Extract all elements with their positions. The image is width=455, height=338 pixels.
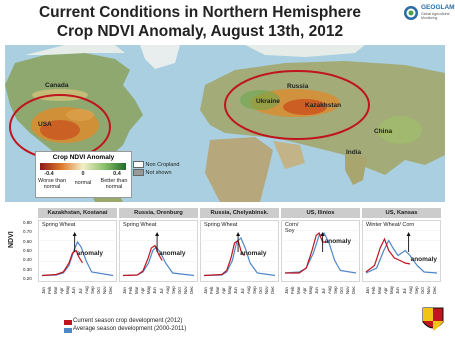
x-tick-month: Oct (95, 287, 101, 294)
y-tick-label: 0.80 (23, 220, 32, 225)
x-tick-month: Apr (383, 287, 389, 294)
x-tick-month: Oct (419, 287, 425, 294)
x-tick-month: Oct (257, 287, 263, 294)
anomaly-label: anomaly (324, 238, 351, 245)
x-tick-month: Dec (107, 286, 113, 294)
x-tick-month: Feb (209, 286, 215, 294)
legend-color-ramp (40, 163, 126, 170)
x-tick-month: Jul (77, 288, 83, 294)
x-tick-month: Jul (239, 288, 245, 294)
chart-y-label: NDVI (8, 231, 15, 248)
x-tick-month: Jul (158, 288, 164, 294)
x-tick-month: Dec (269, 286, 275, 294)
x-tick-month: May (65, 285, 71, 294)
x-tick-month: Apr (221, 287, 227, 294)
x-tick-month: Sep (251, 286, 257, 294)
y-tick-label: 0.70 (23, 229, 32, 235)
legend-title: Crop NDVI Anomaly (52, 154, 115, 161)
chart-crop-label: Spring Wheat (204, 222, 238, 228)
chart-panel-header: US, Ilinios (281, 208, 360, 218)
ndvi-chart-panels (38, 208, 444, 298)
x-tick-month: Jan (365, 287, 370, 294)
map-label-ukraine: Ukraine (256, 98, 280, 105)
x-tick-month: Dec (350, 286, 356, 294)
x-tick-month: Jul (320, 288, 326, 294)
map-label-china: China (374, 128, 393, 135)
map-label-canada: Canada (45, 82, 69, 89)
x-tick-month: Feb (290, 286, 296, 294)
x-tick-month: Sep (413, 286, 419, 294)
x-tick-month: Jan (203, 287, 208, 294)
y-tick-label: 0.20 (23, 276, 32, 281)
logo-name: GEOGLAM (421, 4, 455, 11)
x-tick-month: Sep (170, 286, 176, 294)
x-tick-month: Nov (344, 286, 350, 294)
x-tick-month: Aug (83, 286, 89, 294)
legend-mid-text: normal (74, 180, 92, 186)
x-tick-month: Mar (134, 286, 140, 294)
x-tick-month: Jun (314, 287, 320, 294)
y-tick-label: 0.30 (23, 266, 32, 272)
average-season-swatch (64, 328, 72, 333)
map-label-kazakhstan: Kazakhstan (305, 102, 342, 109)
x-tick-month: Dec (188, 286, 194, 294)
chart-panel-header: Russia, Orenburg (119, 208, 198, 218)
x-tick-month: Dec (431, 286, 437, 294)
x-tick-month: Apr (59, 287, 65, 294)
x-tick-month: Feb (371, 286, 377, 294)
map-label-usa: USA (38, 121, 52, 128)
page-title-line2: Crop NDVI Anomaly, August 13th, 2012 (56, 23, 344, 40)
x-tick-month: Nov (425, 286, 431, 294)
legend-low-value: -0.4 (44, 171, 54, 177)
x-tick-month: Mar (377, 286, 383, 294)
average-season-legend: Average season development (2000-2011) (73, 326, 187, 332)
x-tick-month: Aug (326, 286, 332, 294)
x-tick-month: Mar (296, 286, 302, 294)
anomaly-label: anomaly (76, 250, 104, 257)
chart-crop-label: Winter Wheat/ Corn (366, 222, 415, 228)
chart-crop-label: Spring Wheat (123, 222, 157, 228)
x-tick-month: Sep (89, 286, 95, 294)
legend-notshown: Not shown (133, 169, 172, 176)
x-tick-month: Apr (140, 287, 146, 294)
ndvi-chart (362, 220, 441, 282)
map-label-india: India (346, 149, 362, 156)
chart-crop-label: Spring Wheat (42, 222, 76, 228)
x-tick-month: Oct (338, 287, 344, 294)
x-tick-month: Jun (395, 287, 401, 294)
x-tick-month: Aug (407, 286, 413, 294)
map-label-russia: Russia (287, 83, 309, 90)
legend-noncropland: Non Cropland (133, 161, 179, 168)
anomaly-label: anomaly (240, 250, 267, 257)
x-tick-month: May (227, 285, 233, 294)
x-tick-month: Jun (152, 287, 158, 294)
x-tick-month: Nov (101, 286, 107, 294)
x-tick-month: Nov (182, 286, 188, 294)
x-tick-month: Jan (41, 287, 46, 294)
chart-crop-label: Corn/ Soy (285, 222, 299, 234)
x-tick-month: Feb (47, 286, 53, 294)
y-tick-label: 0.40 (23, 257, 32, 263)
logo-subtitle: Global Agricultural Monitoring (421, 12, 450, 20)
x-tick-month: Oct (176, 287, 182, 294)
current-season-swatch (64, 320, 72, 325)
x-tick-month: Jan (284, 287, 289, 294)
x-tick-month: Jan (122, 287, 127, 294)
x-tick-month: Sep (332, 286, 338, 294)
anomaly-label: anomaly (410, 256, 437, 263)
x-tick-month: May (308, 285, 314, 294)
x-tick-month: May (146, 285, 152, 294)
legend-mid-value: 0 (81, 171, 85, 177)
x-tick-month: Nov (263, 286, 269, 294)
map-legend (35, 151, 132, 198)
x-tick-month: Jul (401, 288, 407, 294)
legend-high-value: 0.4 (113, 171, 121, 177)
x-tick-month: Mar (53, 286, 59, 294)
x-tick-month: May (389, 285, 395, 294)
current-season-legend: Current season crop development (2012) (73, 318, 183, 324)
page-title-line1: Current Conditions in Northern Hemisphere (38, 4, 362, 21)
chart-panel-header: US, Kansas (362, 208, 441, 218)
anomaly-label: anomaly (159, 250, 186, 257)
chart-panel-header: Kazakhstan, Kostanai (38, 208, 117, 218)
y-tick-label: 0.50 (23, 248, 32, 253)
x-tick-month: Feb (128, 286, 134, 294)
x-tick-month: Jun (233, 287, 239, 294)
x-tick-month: Apr (302, 287, 308, 294)
chart-panel-header: Russia, Chelyabinsk. (200, 208, 279, 218)
y-tick-label: 0.60 (23, 238, 32, 244)
x-tick-month: Aug (164, 286, 170, 294)
x-tick-month: Aug (245, 286, 251, 294)
x-tick-month: Jun (71, 287, 77, 294)
university-seal (420, 306, 446, 334)
legend-high-text: Better than normal (100, 178, 128, 190)
legend-low-text: Worse than normal (37, 178, 67, 190)
x-tick-month: Mar (215, 286, 221, 294)
